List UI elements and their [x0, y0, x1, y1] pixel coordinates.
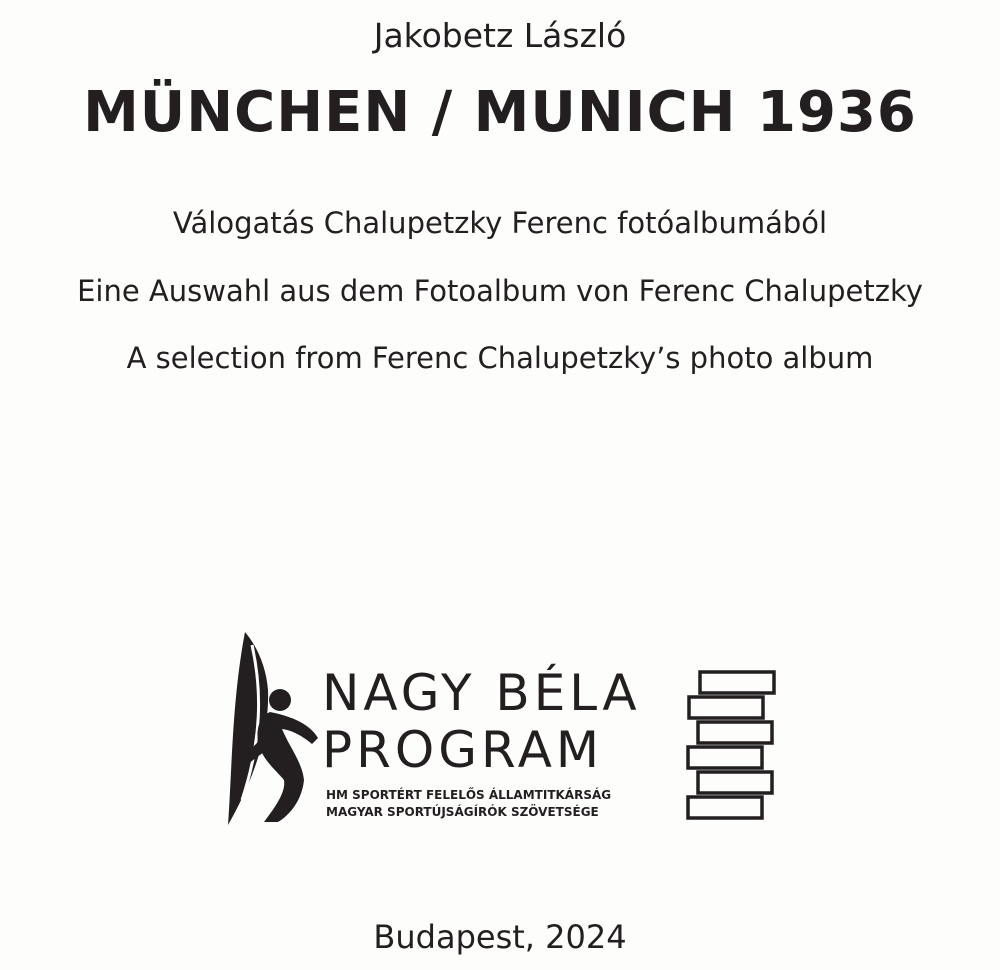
logo-name-line2: PROGRAM: [322, 721, 604, 779]
logo-name-line1: NAGY BÉLA: [322, 664, 641, 722]
book-title: MÜNCHEN / MUNICH 1936: [83, 80, 917, 145]
subtitle-german: Eine Auswahl aus dem Fotoalbum von Ferenc Chalupetzky: [77, 274, 923, 308]
imprint-place-year: Budapest, 2024: [373, 918, 627, 956]
author-name: Jakobetz László: [373, 16, 627, 55]
leaf-figure-icon: [228, 632, 318, 825]
logo-org-line2: MAGYAR SPORTÚJSÁGÍRÓK SZÖVETSÉGE: [326, 805, 599, 819]
subtitle-english: A selection from Ferenc Chalupetzky’s photo album: [126, 341, 874, 375]
logo-org-line1: HM SPORTÉRT FELELŐS ÁLLAMTITKÁRSÁG: [326, 788, 612, 802]
subtitle-hungarian: Válogatás Chalupetzky Ferenc fotóalbumából: [172, 206, 828, 240]
book-stack-icon: [688, 672, 774, 818]
